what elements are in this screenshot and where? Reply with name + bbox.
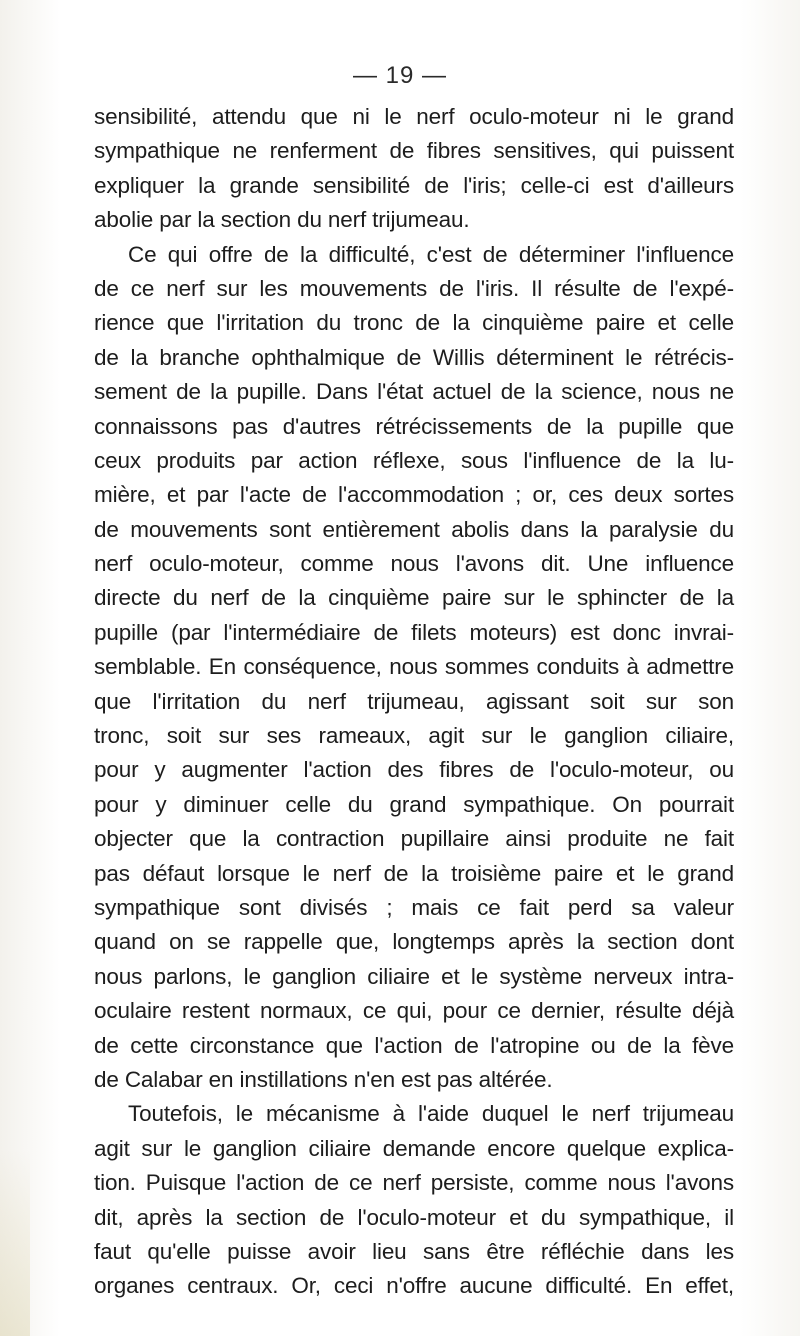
text-line: sensibilité, attendu que ni le nerf oculo-moteur ni le grand [94, 104, 734, 129]
text-line: nerf oculo-moteur, comme nous l'avons dit. Une influence [94, 551, 734, 577]
text-line: de la branche ophthalmique de Willis déterminent le rétrécis- [94, 344, 734, 370]
text-line: de mouvements sont entièrement abolis dans la paralysie du [94, 516, 734, 542]
page-number: — 19 — [352, 62, 448, 89]
text-line: organes centraux. Or, ceci n'offre aucune difficulté. En effet, [94, 1273, 734, 1299]
text-line: directe du nerf de la cinquième paire sur le sphincter de la [94, 585, 734, 611]
text-line: nous parlons, le ganglion ciliaire et le système nerveux intra- [94, 963, 734, 989]
paragraph-start-line: Toutefois, le mécanisme à l'aide duquel le nerf trijumeau [128, 1101, 734, 1127]
text-line: sement de la pupille. Dans l'état actuel de la science, nous ne [94, 379, 734, 405]
text-line: pupille (par l'intermédiaire de filets moteurs) est donc invrai- [94, 619, 734, 645]
text-line: de cette circonstance que l'action de l'atropine ou de la fève [94, 1032, 734, 1058]
text-line: semblable. En conséquence, nous sommes conduits à admettre [94, 654, 734, 680]
text-line: de Calabar en instillations n'en est pas altérée. [94, 1066, 553, 1092]
text-line: faut qu'elle puisse avoir lieu sans être réfléchie dans les [94, 1238, 734, 1264]
text-line: objecter que la contraction pupillaire ainsi produite ne fait [94, 826, 734, 852]
text-line: agit sur le ganglion ciliaire demande encore quelque explica- [94, 1135, 734, 1161]
text-line: rience que l'irritation du tronc de la cinquième paire et celle [94, 310, 734, 336]
text-line: expliquer la grande sensibilité de l'iris; celle-ci est d'ailleurs [94, 172, 734, 198]
text-line: mière, et par l'acte de l'accommodation ; or, ces deux sortes [94, 482, 734, 508]
text-line: oculaire restent normaux, ce qui, pour ce dernier, résulte déjà [94, 998, 734, 1024]
text-line: pas défaut lorsque le nerf de la troisième paire et le grand [94, 860, 734, 886]
text-line: dit, après la section de l'oculo-moteur et du sympathique, il [94, 1204, 734, 1230]
text-line: sympathique sont divisés ; mais ce fait perd sa valeur [94, 894, 734, 920]
body-text [94, 100, 734, 1304]
text-line: pour y diminuer celle du grand sympathique. On pourrait [94, 791, 734, 817]
text-line: quand on se rappelle que, longtemps après la section dont [94, 929, 734, 955]
text-line: sympathique ne renferment de fibres sensitives, qui puissent [94, 138, 734, 164]
text-line: ceux produits par action réflexe, sous l'influence de la lu- [94, 447, 734, 473]
text-line: que l'irritation du nerf trijumeau, agissant soit sur son [94, 688, 734, 714]
paragraph-start-line: Ce qui offre de la difficulté, c'est de déterminer l'influence [128, 241, 734, 267]
text-line: tion. Puisque l'action de ce nerf persiste, comme nous l'avons [94, 1170, 734, 1196]
page-edge-shadow [0, 1150, 30, 1336]
text-line: connaissons pas d'autres rétrécissements de la pupille que [94, 413, 734, 439]
text-line: abolie par la section du nerf trijumeau. [94, 207, 470, 233]
text-line: de ce nerf sur les mouvements de l'iris. Il résulte de l'expé- [94, 275, 734, 301]
text-line: tronc, soit sur ses rameaux, agit sur le ganglion ciliaire, [94, 723, 734, 749]
text-line: pour y augmenter l'action des fibres de l'oculo-moteur, ou [94, 757, 734, 783]
